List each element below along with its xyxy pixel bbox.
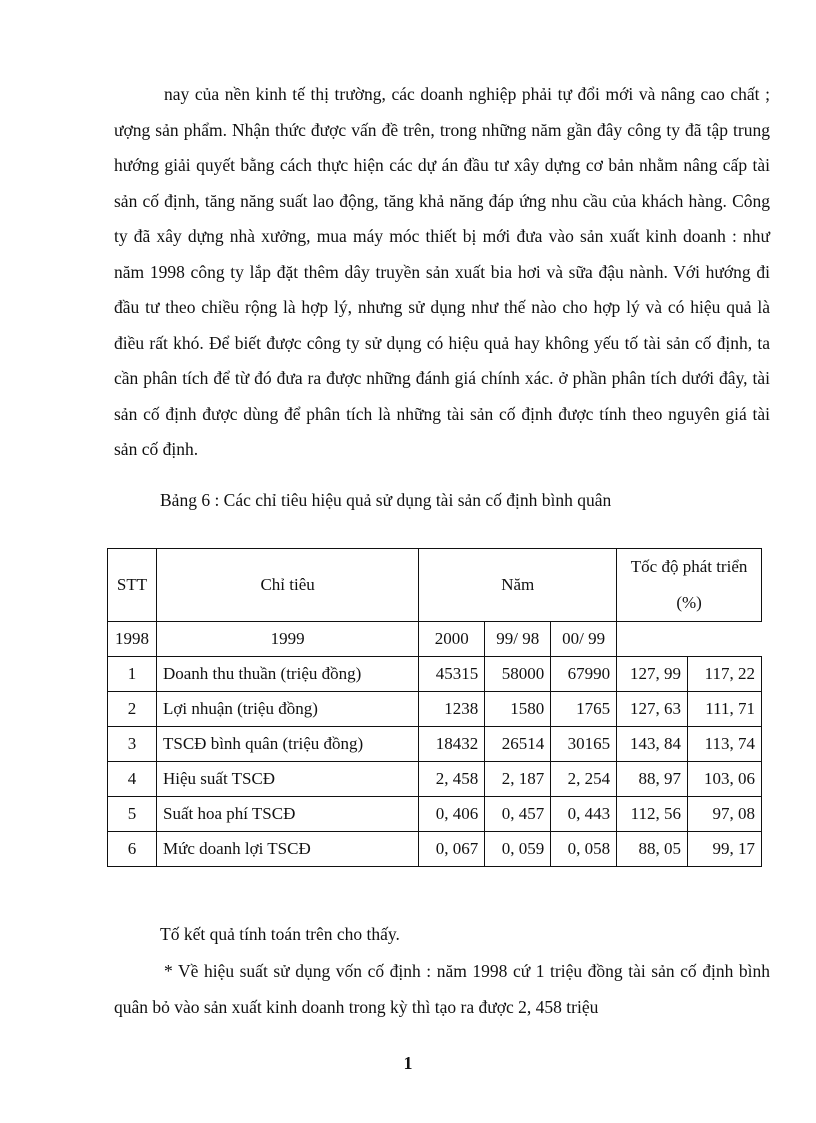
row-growth-00-99: 99, 17 bbox=[688, 832, 762, 867]
row-value-2000: 30165 bbox=[551, 727, 617, 762]
row-growth-00-99: 97, 08 bbox=[688, 797, 762, 832]
row-growth-99-98: 143, 84 bbox=[617, 727, 688, 762]
table-row bbox=[108, 762, 762, 797]
row-indicator-name: Mức doanh lợi TSCĐ bbox=[156, 832, 418, 867]
row-growth-99-98: 127, 63 bbox=[617, 692, 688, 727]
row-value-1998: 0, 067 bbox=[419, 832, 485, 867]
row-value-1998: 0, 406 bbox=[419, 797, 485, 832]
table-row bbox=[108, 692, 762, 727]
row-growth-00-99: 103, 06 bbox=[688, 762, 762, 797]
table-row bbox=[108, 727, 762, 762]
row-stt: 3 bbox=[108, 727, 157, 762]
table-row bbox=[108, 797, 762, 832]
row-indicator-name: Suất hoa phí TSCĐ bbox=[156, 797, 418, 832]
row-stt: 2 bbox=[108, 692, 157, 727]
row-value-1998: 45315 bbox=[419, 657, 485, 692]
header-stt: STT bbox=[108, 549, 157, 622]
row-value-1999: 58000 bbox=[485, 657, 551, 692]
body-paragraph-2: * Về hiệu suất sử dụng vốn cố định : năm 1998 cứ 1 triệu đồng tài sản cố định bình quân bỏ vào sản xuất kinh doanh trong kỳ thì tạo ra được 2, 458 triệu bbox=[114, 961, 770, 1017]
row-value-1999: 0, 457 bbox=[485, 797, 551, 832]
header-year-2000: 2000 bbox=[419, 622, 485, 657]
row-growth-00-99: 117, 22 bbox=[688, 657, 762, 692]
row-stt: 1 bbox=[108, 657, 157, 692]
table-row bbox=[108, 832, 762, 867]
row-value-1999: 2, 187 bbox=[485, 762, 551, 797]
header-growth-col-2: 00/ 99 bbox=[551, 622, 617, 657]
row-value-1999: 1580 bbox=[485, 692, 551, 727]
indicator-table bbox=[107, 548, 762, 867]
row-stt: 6 bbox=[108, 832, 157, 867]
row-indicator-name: Lợi nhuận (triệu đồng) bbox=[156, 692, 418, 727]
row-value-1999: 0, 059 bbox=[485, 832, 551, 867]
row-value-1998: 1238 bbox=[419, 692, 485, 727]
result-line: Tố kết quả tính toán trên cho thấy. bbox=[160, 924, 400, 944]
row-indicator-name: Doanh thu thuần (triệu đồng) bbox=[156, 657, 418, 692]
row-stt: 4 bbox=[108, 762, 157, 797]
row-growth-99-98: 112, 56 bbox=[617, 797, 688, 832]
row-indicator-name: Hiệu suất TSCĐ bbox=[156, 762, 418, 797]
body-paragraph-1: nay của nền kinh tế thị trường, các doanh nghiệp phải tự đổi mới và nâng cao chất ; ượng sản phẩm. Nhận thức được vấn đề trên, trong những năm gần đây công ty đã tập trung hướng giải quyết bằng cách thực hiện các dự án đầu tư xây dựng cơ bản nhằm nâng cấp tài sản cố định, tăng năng suất lao động, tăng khả năng đáp ứng nhu cầu của khách hàng. Công ty đã xây dựng nhà xưởng, mua máy móc thiết bị mới đưa vào sản xuất kinh doanh : như năm 1998 công ty lắp đặt thêm dây truyền sản xuất bia hơi và sữa đậu nành. Với hướng đi đầu tư theo chiều rộng là hợp lý, nhưng sử dụng như thế nào cho hợp lý và có hiệu quả là điều rất khó. Để biết được công ty sử dụng có hiệu quả hay không yếu tố tài sản cố định, ta cần phân tích để từ đó đưa ra được những đánh giá chính xác. ở phần phân tích dưới đây, tài sản cố định được dùng để phân tích là những tài sản cố định được tính theo nguyên giá tài sản cố định. bbox=[114, 84, 770, 459]
row-value-2000: 67990 bbox=[551, 657, 617, 692]
table-caption: Bảng 6 : Các chỉ tiêu hiệu quả sử dụng tài sản cố định bình quân bbox=[160, 490, 612, 510]
row-stt: 5 bbox=[108, 797, 157, 832]
row-indicator-name: TSCĐ bình quân (triệu đồng) bbox=[156, 727, 418, 762]
header-growth-group: Tốc độ phát triển (%) bbox=[617, 549, 762, 622]
header-year-1999: 1999 bbox=[156, 622, 418, 657]
row-value-2000: 1765 bbox=[551, 692, 617, 727]
row-growth-99-98: 127, 99 bbox=[617, 657, 688, 692]
row-value-2000: 0, 058 bbox=[551, 832, 617, 867]
row-value-1998: 2, 458 bbox=[419, 762, 485, 797]
row-value-2000: 2, 254 bbox=[551, 762, 617, 797]
table-row bbox=[108, 657, 762, 692]
header-year-1998: 1998 bbox=[108, 622, 157, 657]
row-value-1998: 18432 bbox=[419, 727, 485, 762]
row-value-1999: 26514 bbox=[485, 727, 551, 762]
page-number: 1 bbox=[403, 1053, 413, 1073]
row-growth-99-98: 88, 05 bbox=[617, 832, 688, 867]
row-growth-99-98: 88, 97 bbox=[617, 762, 688, 797]
row-growth-00-99: 113, 74 bbox=[688, 727, 762, 762]
header-growth-col-1: 99/ 98 bbox=[485, 622, 551, 657]
row-growth-00-99: 111, 71 bbox=[688, 692, 762, 727]
header-indicator: Chỉ tiêu bbox=[156, 549, 418, 622]
header-year-group: Năm bbox=[419, 549, 617, 622]
row-value-2000: 0, 443 bbox=[551, 797, 617, 832]
